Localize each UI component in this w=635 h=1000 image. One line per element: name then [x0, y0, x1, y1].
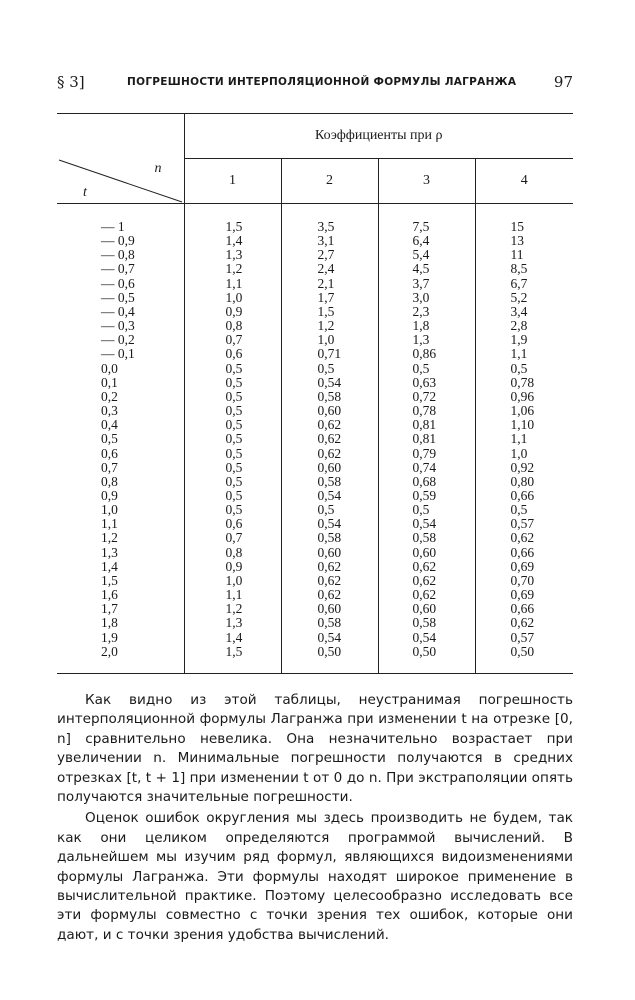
- section-number: § 3]: [57, 73, 85, 91]
- table-row: [57, 574, 573, 588]
- coef-cell-2: 0,5: [281, 362, 378, 376]
- coef-cell-2: 0,54: [281, 517, 378, 531]
- coef-cell-2: 0,58: [281, 531, 378, 545]
- coef-cell-4: 1,1: [475, 347, 573, 361]
- coef-cell-1: 0,8: [184, 319, 281, 333]
- coef-cell-1: 0,6: [184, 347, 281, 361]
- coef-cell-1: 0,5: [184, 489, 281, 503]
- coef-cell-4: 8,5: [475, 262, 573, 276]
- table-row: [57, 602, 573, 616]
- column-header-2: 2: [281, 159, 378, 204]
- table-row: [57, 616, 573, 630]
- coef-cell-4: 0,96: [475, 390, 573, 404]
- coef-cell-1: 0,8: [184, 546, 281, 560]
- coef-cell-1: 1,1: [184, 277, 281, 291]
- column-header-1: 1: [184, 159, 281, 204]
- coef-cell-2: 0,58: [281, 475, 378, 489]
- coef-cell-4: 1,0: [475, 447, 573, 461]
- coef-cell-4: 0,80: [475, 475, 573, 489]
- table-row: [57, 248, 573, 262]
- coef-cell-1: 0,5: [184, 390, 281, 404]
- coef-cell-2: 0,5: [281, 503, 378, 517]
- coef-cell-3: 4,5: [378, 262, 475, 276]
- coef-cell-4: 0,69: [475, 560, 573, 574]
- t-value-cell: 0,0: [101, 360, 118, 376]
- coef-cell-4: 1,9: [475, 333, 573, 347]
- t-value-cell: — 0,6: [101, 275, 135, 291]
- table-row: [57, 390, 573, 404]
- coef-cell-4: 0,92: [475, 461, 573, 475]
- coef-cell-3: 3,7: [378, 277, 475, 291]
- table-row: [57, 517, 573, 531]
- coef-cell-1: 0,5: [184, 432, 281, 446]
- coef-cell-4: 0,57: [475, 631, 573, 645]
- coef-cell-3: 6,4: [378, 234, 475, 248]
- coef-cell-1: 0,6: [184, 517, 281, 531]
- table-row: [57, 376, 573, 390]
- coef-cell-4: 0,5: [475, 362, 573, 376]
- coef-cell-3: 0,62: [378, 588, 475, 602]
- coef-cell-1: 1,3: [184, 616, 281, 630]
- coef-cell-3: 1,3: [378, 333, 475, 347]
- coef-cell-3: 0,72: [378, 390, 475, 404]
- table-row: [57, 305, 573, 319]
- t-value-cell: 1,4: [101, 558, 118, 574]
- coef-cell-3: 0,54: [378, 631, 475, 645]
- coef-cell-2: 0,62: [281, 574, 378, 588]
- t-value-cell: 0,4: [101, 417, 118, 433]
- t-value-cell: — 0,7: [101, 261, 135, 277]
- coef-cell-4: 0,69: [475, 588, 573, 602]
- table-row: [57, 277, 573, 291]
- coef-cell-1: 0,9: [184, 560, 281, 574]
- coef-cell-2: 1,5: [281, 305, 378, 319]
- coef-cell-1: 0,7: [184, 333, 281, 347]
- coef-cell-3: 0,50: [378, 645, 475, 674]
- group-header: Коэффициенты при ρ: [184, 114, 573, 159]
- coef-cell-4: 1,10: [475, 418, 573, 432]
- coef-cell-1: 0,5: [184, 461, 281, 475]
- t-value-cell: 1,7: [101, 601, 118, 617]
- coef-cell-2: 3,5: [281, 204, 378, 235]
- table-row: [57, 333, 573, 347]
- coef-cell-3: 0,59: [378, 489, 475, 503]
- coef-cell-1: 1,5: [184, 645, 281, 674]
- t-value-cell: 1,5: [101, 572, 118, 588]
- coef-cell-2: 2,4: [281, 262, 378, 276]
- t-value-cell: 1,8: [101, 615, 118, 631]
- coef-cell-4: 2,8: [475, 319, 573, 333]
- coef-cell-3: 0,74: [378, 461, 475, 475]
- coef-cell-2: 0,60: [281, 461, 378, 475]
- body-text: [57, 691, 573, 945]
- table-row: [57, 546, 573, 560]
- coef-cell-4: 0,66: [475, 546, 573, 560]
- coef-cell-3: 0,54: [378, 517, 475, 531]
- coef-cell-1: 1,3: [184, 248, 281, 262]
- t-value-cell: 0,6: [101, 445, 118, 461]
- coef-cell-1: 0,5: [184, 475, 281, 489]
- coef-cell-1: 1,4: [184, 234, 281, 248]
- coef-cell-1: 1,0: [184, 291, 281, 305]
- t-value-cell: 0,1: [101, 374, 118, 390]
- coef-cell-3: 0,62: [378, 560, 475, 574]
- coef-cell-4: 0,5: [475, 503, 573, 517]
- t-value-cell: — 0,9: [101, 233, 135, 249]
- column-header-4: 4: [475, 159, 573, 204]
- coef-cell-3: 0,78: [378, 404, 475, 418]
- coef-cell-4: 0,50: [475, 645, 573, 674]
- coefficients-table: [57, 113, 573, 674]
- coef-cell-3: 0,86: [378, 347, 475, 361]
- t-value-cell: 1,0: [101, 502, 118, 518]
- coef-cell-1: 1,2: [184, 602, 281, 616]
- t-value-cell: — 0,3: [101, 318, 135, 334]
- coef-cell-4: 5,2: [475, 291, 573, 305]
- coef-cell-4: 1,06: [475, 404, 573, 418]
- coef-cell-1: 1,2: [184, 262, 281, 276]
- diagonal-divider: [57, 159, 184, 203]
- page-header: [57, 73, 573, 93]
- coef-cell-2: 2,1: [281, 277, 378, 291]
- coef-cell-2: 0,58: [281, 616, 378, 630]
- coef-cell-4: 0,62: [475, 616, 573, 630]
- coef-cell-1: 0,5: [184, 404, 281, 418]
- t-value-cell: — 0,4: [101, 303, 135, 319]
- coef-cell-2: 0,71: [281, 347, 378, 361]
- t-value-cell: 1,1: [101, 516, 118, 532]
- coef-cell-2: 0,54: [281, 631, 378, 645]
- coef-cell-1: 1,5: [184, 204, 281, 235]
- table-row: [57, 291, 573, 305]
- t-value-cell: 0,5: [101, 431, 118, 447]
- coef-cell-2: 0,50: [281, 645, 378, 674]
- t-value-cell: — 0,2: [101, 332, 135, 348]
- coef-cell-4: 13: [475, 234, 573, 248]
- t-value-cell: 0,2: [101, 388, 118, 404]
- coef-cell-2: 0,62: [281, 447, 378, 461]
- corner-label-t: t: [83, 184, 87, 200]
- t-value-cell: 0,3: [101, 403, 118, 419]
- t-value-cell: 0,8: [101, 473, 118, 489]
- coef-cell-3: 0,60: [378, 602, 475, 616]
- table-row: [57, 489, 573, 503]
- coef-cell-2: 0,62: [281, 560, 378, 574]
- table-row: [57, 475, 573, 489]
- table-row: [57, 531, 573, 545]
- table-row: [57, 262, 573, 276]
- coef-cell-3: 0,62: [378, 574, 475, 588]
- t-value-cell: — 0,5: [101, 289, 135, 305]
- coef-cell-3: 2,3: [378, 305, 475, 319]
- coef-cell-2: 3,1: [281, 234, 378, 248]
- coef-cell-4: 0,57: [475, 517, 573, 531]
- coef-cell-2: 0,54: [281, 489, 378, 503]
- coef-cell-3: 0,68: [378, 475, 475, 489]
- paragraph-2: Оценок ошибок округления мы здесь производить не будем, так как они целиком определяются программой вычислений. В дальнейшем мы изучим ряд формул, являющихся видоизменениями формулы Лагранжа. Эти формулы находят широкое применение в вычислительной практике. Поэтому целесообразно исследовать все эти формулы совместно с точки зрения тех ошибок, которые они дают, и с точки зрения удобства вычислений.: [57, 810, 573, 943]
- coef-cell-3: 0,63: [378, 376, 475, 390]
- coef-cell-3: 0,60: [378, 546, 475, 560]
- coef-cell-2: 0,60: [281, 404, 378, 418]
- table-row: [57, 588, 573, 602]
- coef-cell-1: 0,9: [184, 305, 281, 319]
- coef-cell-4: 0,66: [475, 489, 573, 503]
- table-row: [57, 432, 573, 446]
- coef-cell-1: 0,5: [184, 376, 281, 390]
- corner-cell: [57, 159, 184, 204]
- t-value-cell: 1,3: [101, 544, 118, 560]
- coef-cell-4: 6,7: [475, 277, 573, 291]
- table-row: [57, 418, 573, 432]
- coef-cell-1: 0,5: [184, 447, 281, 461]
- coef-cell-2: 0,62: [281, 432, 378, 446]
- coef-cell-2: 0,60: [281, 546, 378, 560]
- table-row: [57, 447, 573, 461]
- t-value-cell: — 0,1: [101, 346, 135, 362]
- table-row: [57, 234, 573, 248]
- coef-cell-4: 0,78: [475, 376, 573, 390]
- coef-cell-2: 0,62: [281, 588, 378, 602]
- coef-cell-4: 11: [475, 248, 573, 262]
- page-number: 97: [553, 73, 573, 91]
- corner-top-blank: [57, 114, 184, 159]
- coef-cell-1: 1,4: [184, 631, 281, 645]
- running-title: ПОГРЕШНОСТИ ИНТЕРПОЛЯЦИОННОЙ ФОРМУЛЫ ЛАГРАНЖА: [127, 76, 517, 88]
- table-row: [57, 560, 573, 574]
- t-value-cell: 1,9: [101, 629, 118, 645]
- table-row: [57, 204, 573, 235]
- coefficients-table-wrap: [57, 113, 573, 674]
- table-row: [57, 347, 573, 361]
- column-header-3: 3: [378, 159, 475, 204]
- coef-cell-4: 0,62: [475, 531, 573, 545]
- table-row: [57, 645, 573, 674]
- table-row: [57, 631, 573, 645]
- t-value-cell: 0,7: [101, 459, 118, 475]
- t-value-cell: 2,0: [57, 645, 184, 674]
- table-row: [57, 319, 573, 333]
- table-body: [57, 204, 573, 674]
- coef-cell-1: 1,0: [184, 574, 281, 588]
- coef-cell-2: 1,0: [281, 333, 378, 347]
- coef-cell-2: 0,62: [281, 418, 378, 432]
- t-value-cell: — 1: [101, 219, 125, 234]
- table-row: [57, 503, 573, 517]
- coef-cell-3: 0,81: [378, 432, 475, 446]
- t-value-cell: 1,6: [101, 587, 118, 603]
- coef-cell-2: 0,54: [281, 376, 378, 390]
- t-value-cell: — 0,8: [101, 247, 135, 263]
- coef-cell-3: 3,0: [378, 291, 475, 305]
- coef-cell-2: 2,7: [281, 248, 378, 262]
- coef-cell-2: 0,58: [281, 390, 378, 404]
- coef-cell-4: 1,1: [475, 432, 573, 446]
- coef-cell-4: 15: [475, 204, 573, 235]
- coef-cell-2: 1,7: [281, 291, 378, 305]
- table-row: [57, 461, 573, 475]
- coef-cell-3: 0,5: [378, 503, 475, 517]
- paragraph-1: Как видно из этой таблицы, неустранимая погрешность интерполяционной формулы Лагранжа при изменении t на отрезке [0, n] сравнительно невелика. Она незначительно возрастает при увеличении n. Минимальные погрешности получаются в средних отрезках [t, t + 1] при изменении t от 0 до n. При экстраполяции опять получаются значительные погрешности.: [57, 692, 573, 806]
- coef-cell-1: 1,1: [184, 588, 281, 602]
- t-value-cell: 1,2: [101, 530, 118, 546]
- table-row: [57, 404, 573, 418]
- coef-cell-4: 0,70: [475, 574, 573, 588]
- coef-cell-1: 0,7: [184, 531, 281, 545]
- coef-cell-3: 0,81: [378, 418, 475, 432]
- coef-cell-4: 3,4: [475, 305, 573, 319]
- coef-cell-3: 7,5: [378, 204, 475, 235]
- table-row: [57, 362, 573, 376]
- coef-cell-3: 0,58: [378, 616, 475, 630]
- coef-cell-3: 5,4: [378, 248, 475, 262]
- coef-cell-3: 0,5: [378, 362, 475, 376]
- coef-cell-4: 0,66: [475, 602, 573, 616]
- coef-cell-1: 0,5: [184, 418, 281, 432]
- coef-cell-3: 1,8: [378, 319, 475, 333]
- coef-cell-1: 0,5: [184, 362, 281, 376]
- t-value-cell: 0,9: [101, 487, 118, 503]
- coef-cell-2: 0,60: [281, 602, 378, 616]
- coef-cell-3: 0,79: [378, 447, 475, 461]
- coef-cell-2: 1,2: [281, 319, 378, 333]
- corner-label-n: n: [154, 160, 162, 176]
- coef-cell-3: 0,58: [378, 531, 475, 545]
- coef-cell-1: 0,5: [184, 503, 281, 517]
